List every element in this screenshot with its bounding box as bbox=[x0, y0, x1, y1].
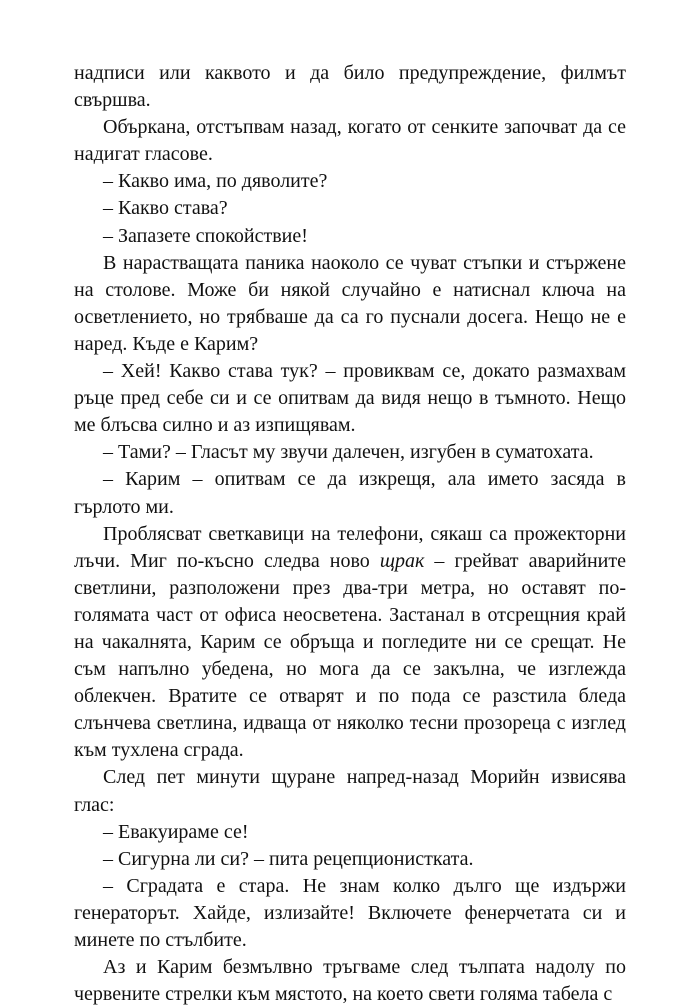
text-run: В нарастващата паника наоколо се чуват стъпки и стържене на столове. Може би някой случайно е натиснал ключа на осветлението, но трябваше да са го пуснали досега. Нещо не е наред. Къде е Карим? bbox=[74, 251, 626, 355]
text-run: – Карим – опитвам се да изкрещя, ала името засяда в гърлото ми. bbox=[74, 468, 626, 518]
paragraph bbox=[74, 168, 626, 195]
paragraph bbox=[74, 873, 626, 954]
text-run: Объркана, отстъпвам назад, когато от сенките започват да се надигат гласове. bbox=[74, 116, 626, 166]
paragraph bbox=[74, 60, 626, 114]
paragraph bbox=[74, 223, 626, 250]
text-run: След пет минути щуране напред-назад Морийн извисява глас: bbox=[74, 766, 626, 816]
paragraph bbox=[74, 521, 626, 765]
paragraph bbox=[74, 954, 626, 1008]
paragraph bbox=[74, 114, 626, 168]
italic-word: щрак bbox=[379, 549, 425, 572]
paragraph bbox=[74, 250, 626, 358]
paragraph bbox=[74, 466, 626, 520]
paragraph bbox=[74, 819, 626, 846]
body-text bbox=[74, 60, 626, 1008]
paragraph bbox=[74, 846, 626, 873]
paragraph bbox=[74, 358, 626, 439]
paragraph bbox=[74, 764, 626, 818]
text-run: – Сигурна ли си? – пита рецепционистката. bbox=[103, 847, 474, 870]
text-run: – Какво става? bbox=[103, 197, 228, 220]
text-run: надписи или каквото и да било предупреждение, филмът свършва. bbox=[74, 62, 626, 112]
text-run: – Какво има, по дяволите? bbox=[103, 170, 328, 193]
text-run: – Сградата е стара. Не знам колко дълго ще издържи генераторът. Хайде, излизайте! Включете фенерчетата си и минете по стълбите. bbox=[74, 874, 626, 951]
paragraph bbox=[74, 439, 626, 466]
paragraph bbox=[74, 195, 626, 222]
text-run: – Тами? – Гласът му звучи далечен, изгубен в суматохата. bbox=[103, 441, 594, 464]
text-run: – Евакуираме се! bbox=[103, 820, 249, 843]
text-run: Аз и Карим безмълвно тръгваме след тълпата надолу по червените стрелки към мястото, на което свети голяма табела с bbox=[74, 956, 626, 1006]
text-run: – Запазете спокойствие! bbox=[103, 224, 308, 247]
text-run: – грейват аварийните светлини, разположени през два-три метра, но оставят по-голямата част от офиса неосветена. Застанал в отсрещния край на чакалнята, Карим се обръща и погледите ни се срещат. Не съм напълно убедена, но мога да се закълна, че изглежда облекчен. Вратите се отварят и по пода се разстила бледа слънчева светлина, идваща от няколко тесни прозореца с изглед към тухлена сграда. bbox=[74, 549, 626, 762]
text-run: – Хей! Какво става тук? – провиквам се, докато размахвам ръце пред себе си и се опитвам да видя нещо в тъмното. Нещо ме блъсва силно и аз изпищявам. bbox=[74, 360, 626, 437]
text-run: Проблясват светкавици на телефони, сякаш са прожекторни лъчи. Миг по-късно следва ново bbox=[74, 522, 626, 572]
